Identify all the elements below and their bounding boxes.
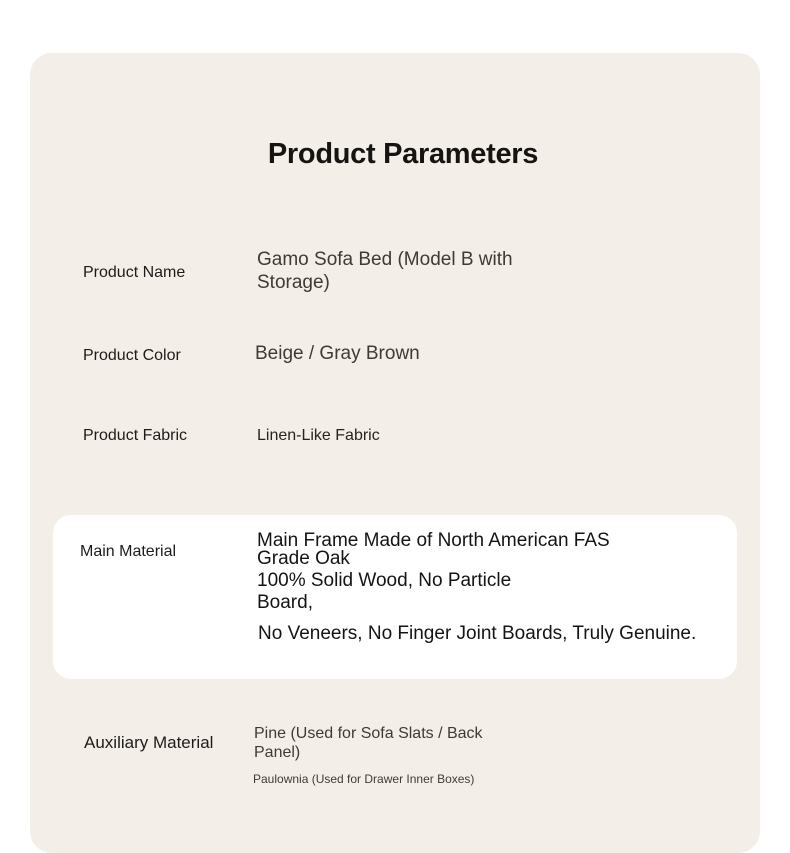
main-material-line-1: Main Frame Made of North American FAS Grade Oak: [257, 530, 610, 569]
auxiliary-material-line-2: Paulownia (Used for Drawer Inner Boxes): [253, 772, 475, 786]
auxiliary-material-label: Auxiliary Material: [84, 733, 214, 752]
auxiliary-material-line-1: Pine (Used for Sofa Slats / Back Panel): [254, 725, 483, 761]
main-material-line-2: 100% Solid Wood, No Particle Board,: [257, 570, 512, 613]
main-material-label: Main Material: [80, 543, 177, 560]
product-color-label: Product Color: [83, 347, 181, 364]
product-name-value: Gamo Sofa Bed (Model B with Storage): [257, 249, 513, 293]
product-fabric-value: Linen-Like Fabric: [257, 427, 380, 444]
page-title: Product Parameters: [267, 138, 539, 170]
product-fabric-label: Product Fabric: [83, 427, 188, 444]
product-color-value: Beige / Gray Brown: [255, 343, 420, 364]
main-material-line-3: No Veneers, No Finger Joint Boards, Truly Genuine.: [258, 623, 697, 644]
product-name-label: Product Name: [83, 264, 186, 281]
